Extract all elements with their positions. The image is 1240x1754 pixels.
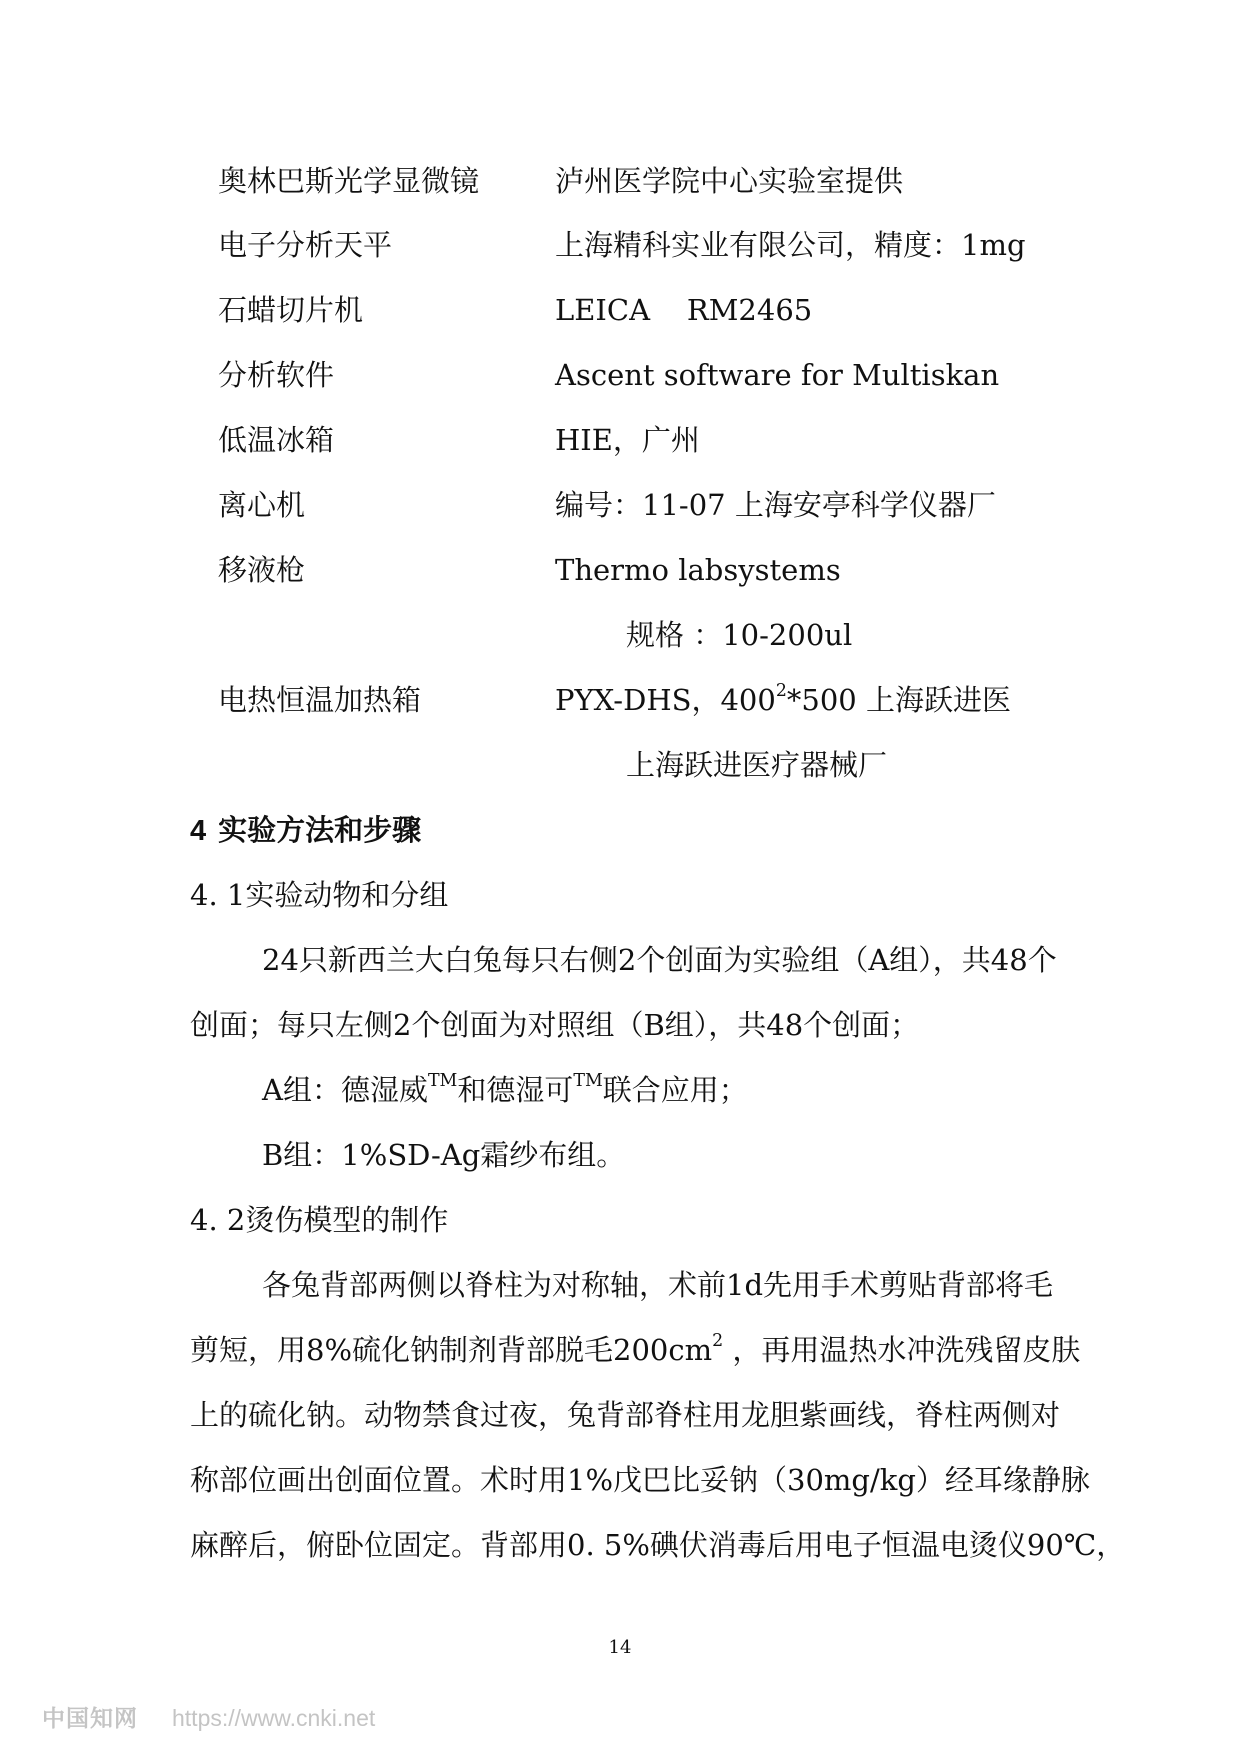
equipment-name: 电子分析天平: [218, 228, 393, 262]
equipment-row: [0, 285, 1240, 335]
group-b-line: B组：1%SD-Ag霜纱布组。: [262, 1138, 626, 1172]
equipment-name: 离心机: [218, 488, 306, 522]
equipment-info: HIE，广州: [555, 423, 700, 457]
trademark-mark: TM: [427, 1070, 458, 1091]
paragraph-line: 剪短，用8%硫化钠制剂背部脱毛$200cm^2$ ，再用温热水冲洗残留皮肤: [190, 1330, 1081, 1367]
equipment-name: 分析软件: [218, 358, 335, 392]
watermark-brand: 中国知网: [42, 1705, 138, 1731]
group-a-line: A组：德湿威™和德湿可™联合应用；: [262, 1070, 748, 1107]
superscript: 2: [775, 680, 787, 701]
section-number: 4: [190, 815, 207, 847]
equipment-info: PYX-DHS，$400^2*500$ 上海跃进医: [555, 680, 1011, 717]
equipment-name: 电热恒温加热箱: [218, 683, 422, 717]
section-heading: [190, 805, 421, 856]
equipment-row: [0, 480, 1240, 530]
paragraph-line: 各兔背部两侧以脊柱为对称轴，术前1d先用手术剪贴背部将毛: [262, 1268, 1054, 1302]
watermark: [42, 1700, 375, 1733]
equipment-info: Ascent software for Multiskan: [555, 358, 1000, 392]
equipment-info: 编号：11-07 上海安亭科学仪器厂: [555, 488, 996, 522]
equipment-row: [0, 415, 1240, 465]
trademark-mark: TM: [573, 1070, 603, 1091]
paragraph-line: 24只新西兰大白兔每只右侧2个创面为实验组（A组），共48个: [262, 943, 1057, 977]
equipment-row: [0, 545, 1240, 595]
equipment-row: [0, 610, 1240, 660]
equipment-name: 石蜡切片机: [218, 293, 364, 327]
equipment-row: [0, 220, 1240, 270]
page-number: 14: [608, 1637, 632, 1658]
equipment-name: 低温冰箱: [218, 423, 335, 457]
section-title: 实验方法和步骤: [218, 813, 422, 847]
equipment-info: LEICA RM2465: [555, 293, 813, 327]
superscript: 2: [712, 1330, 724, 1351]
equipment-row: [0, 350, 1240, 400]
equipment-info: 上海精科实业有限公司，精度：1mg: [555, 228, 1026, 262]
subsection-heading: 4. 2烫伤模型的制作: [190, 1203, 449, 1237]
paragraph-line: 上的硫化钠。动物禁食过夜，兔背部脊柱用龙胆紫画线，脊柱两侧对: [190, 1398, 1061, 1432]
paragraph-line: 麻醉后，俯卧位固定。背部用0. 5%碘伏消毒后用电子恒温电烫仪90℃，: [190, 1528, 1126, 1562]
paragraph-line: 创面；每只左侧2个创面为对照组（B组），共48个创面；: [190, 1008, 920, 1042]
equipment-info: 泸州医学院中心实验室提供: [555, 164, 904, 198]
equipment-name: 移液枪: [218, 553, 306, 587]
equipment-info-continued: 上海跃进医疗器械厂: [626, 748, 888, 782]
equipment-info: Thermo labsystems: [555, 553, 841, 587]
subsection-heading: 4. 1实验动物和分组: [190, 878, 449, 912]
paragraph-line: 称部位画出创面位置。术时用1%戊巴比妥钠（30mg/kg）经耳缘静脉: [190, 1463, 1090, 1497]
watermark-url: https://www.cnki.net: [172, 1705, 376, 1731]
equipment-info-continued: 规格 ：10-200ul: [626, 618, 853, 652]
equipment-row: [0, 675, 1240, 725]
equipment-row: [0, 740, 1240, 790]
equipment-name: 奥林巴斯光学显微镜: [218, 164, 480, 198]
equipment-row: [0, 156, 1240, 206]
